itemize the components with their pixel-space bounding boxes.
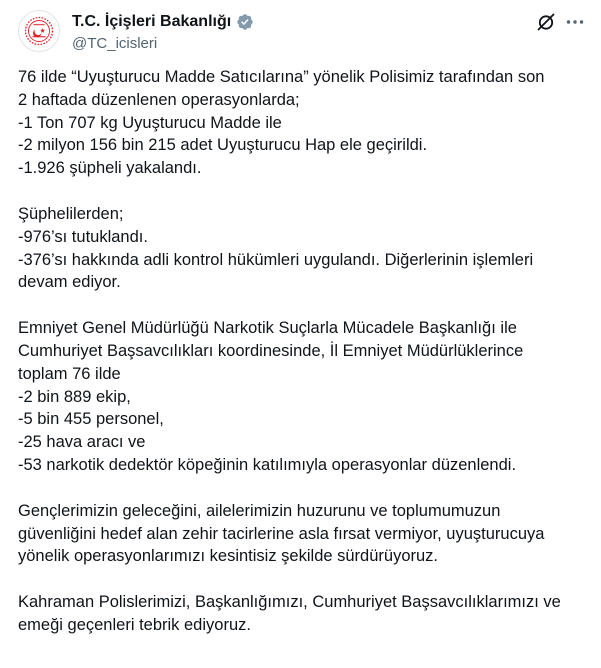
tweet-line: -1.926 şüpheli yakalandı. (18, 159, 202, 178)
tweet-line: yönelik operasyonlarımızı kesintisiz şekilde sürdürüyoruz. (18, 547, 439, 566)
tweet-paragraph (18, 591, 583, 637)
tweet-text (18, 66, 583, 660)
tweet-line: -2 milyon 156 bin 215 adet Uyuşturucu Hap ele geçirildi. (18, 136, 428, 155)
tweet-line: -5 bin 455 personel, (18, 410, 164, 429)
tweet-paragraph (18, 66, 583, 180)
tweet-paragraph (18, 317, 583, 477)
tweet-line: güvenliğini hedef alan zehir tacirlerine asla fırsat vermiyor, uyuşturucuya (18, 524, 545, 543)
tweet-line: 2 haftada düzenlenen operasyonlarda; (18, 90, 300, 109)
tweet-line: -1 Ton 707 kg Uyuşturucu Madde ile (18, 113, 282, 132)
grok-icon[interactable] (536, 12, 556, 32)
tweet-line: Kahraman Polislerimizi, Başkanlığımızı, Cumhuriyet Başsavcılıklarımızı ve (18, 593, 561, 612)
tweet-line: emeği geçenleri tebrik ediyoruz. (18, 615, 251, 634)
tweet-line: 76 ilde “Uyuşturucu Madde Satıcılarına” yönelik Polisimiz tarafından son (18, 68, 545, 86)
tweet-line: -25 hava aracı ve (18, 433, 146, 452)
tweet-line: -53 narkotik dedektör köpeğinin katılımıyla operasyonlar düzenlendi. (18, 455, 517, 474)
tweet-line: Cumhuriyet Başsavcılıkları koordinesinde, İl Emniyet Müdürlüklerince (18, 341, 524, 360)
tweet-line: Gençlerimizin geleceğini, ailelerimizin huzurunu ve toplumumuzun (18, 501, 501, 520)
verified-badge-icon[interactable] (236, 13, 254, 31)
tweet-line: toplam 76 ilde (18, 364, 121, 383)
tweet-line: Emniyet Genel Müdürlüğü Narkotik Suçlarla Mücadele Başkanlığı ile (18, 319, 517, 338)
tweet-header (0, 0, 601, 56)
tweet-line: -2 bin 889 ekip, (18, 387, 131, 406)
account-names (72, 11, 254, 54)
ministry-emblem-icon (24, 16, 54, 46)
account-handle[interactable]: @TC_icisleri (72, 35, 158, 52)
tweet-line: Şüphelilerden; (18, 204, 124, 223)
tweet-paragraph (18, 203, 583, 294)
tweet-line: devam ediyor. (18, 273, 121, 292)
tweet-line: -976’sı tutuklandı. (18, 227, 148, 246)
tweet-line: -376’sı hakkında adli kontrol hükümleri uygulandı. Diğerlerinin işlemleri (18, 250, 534, 269)
more-horizontal-icon[interactable] (565, 12, 585, 32)
tweet-paragraph (18, 500, 583, 568)
display-name[interactable]: T.C. İçişleri Bakanlığı (72, 13, 232, 30)
avatar[interactable] (18, 10, 60, 52)
